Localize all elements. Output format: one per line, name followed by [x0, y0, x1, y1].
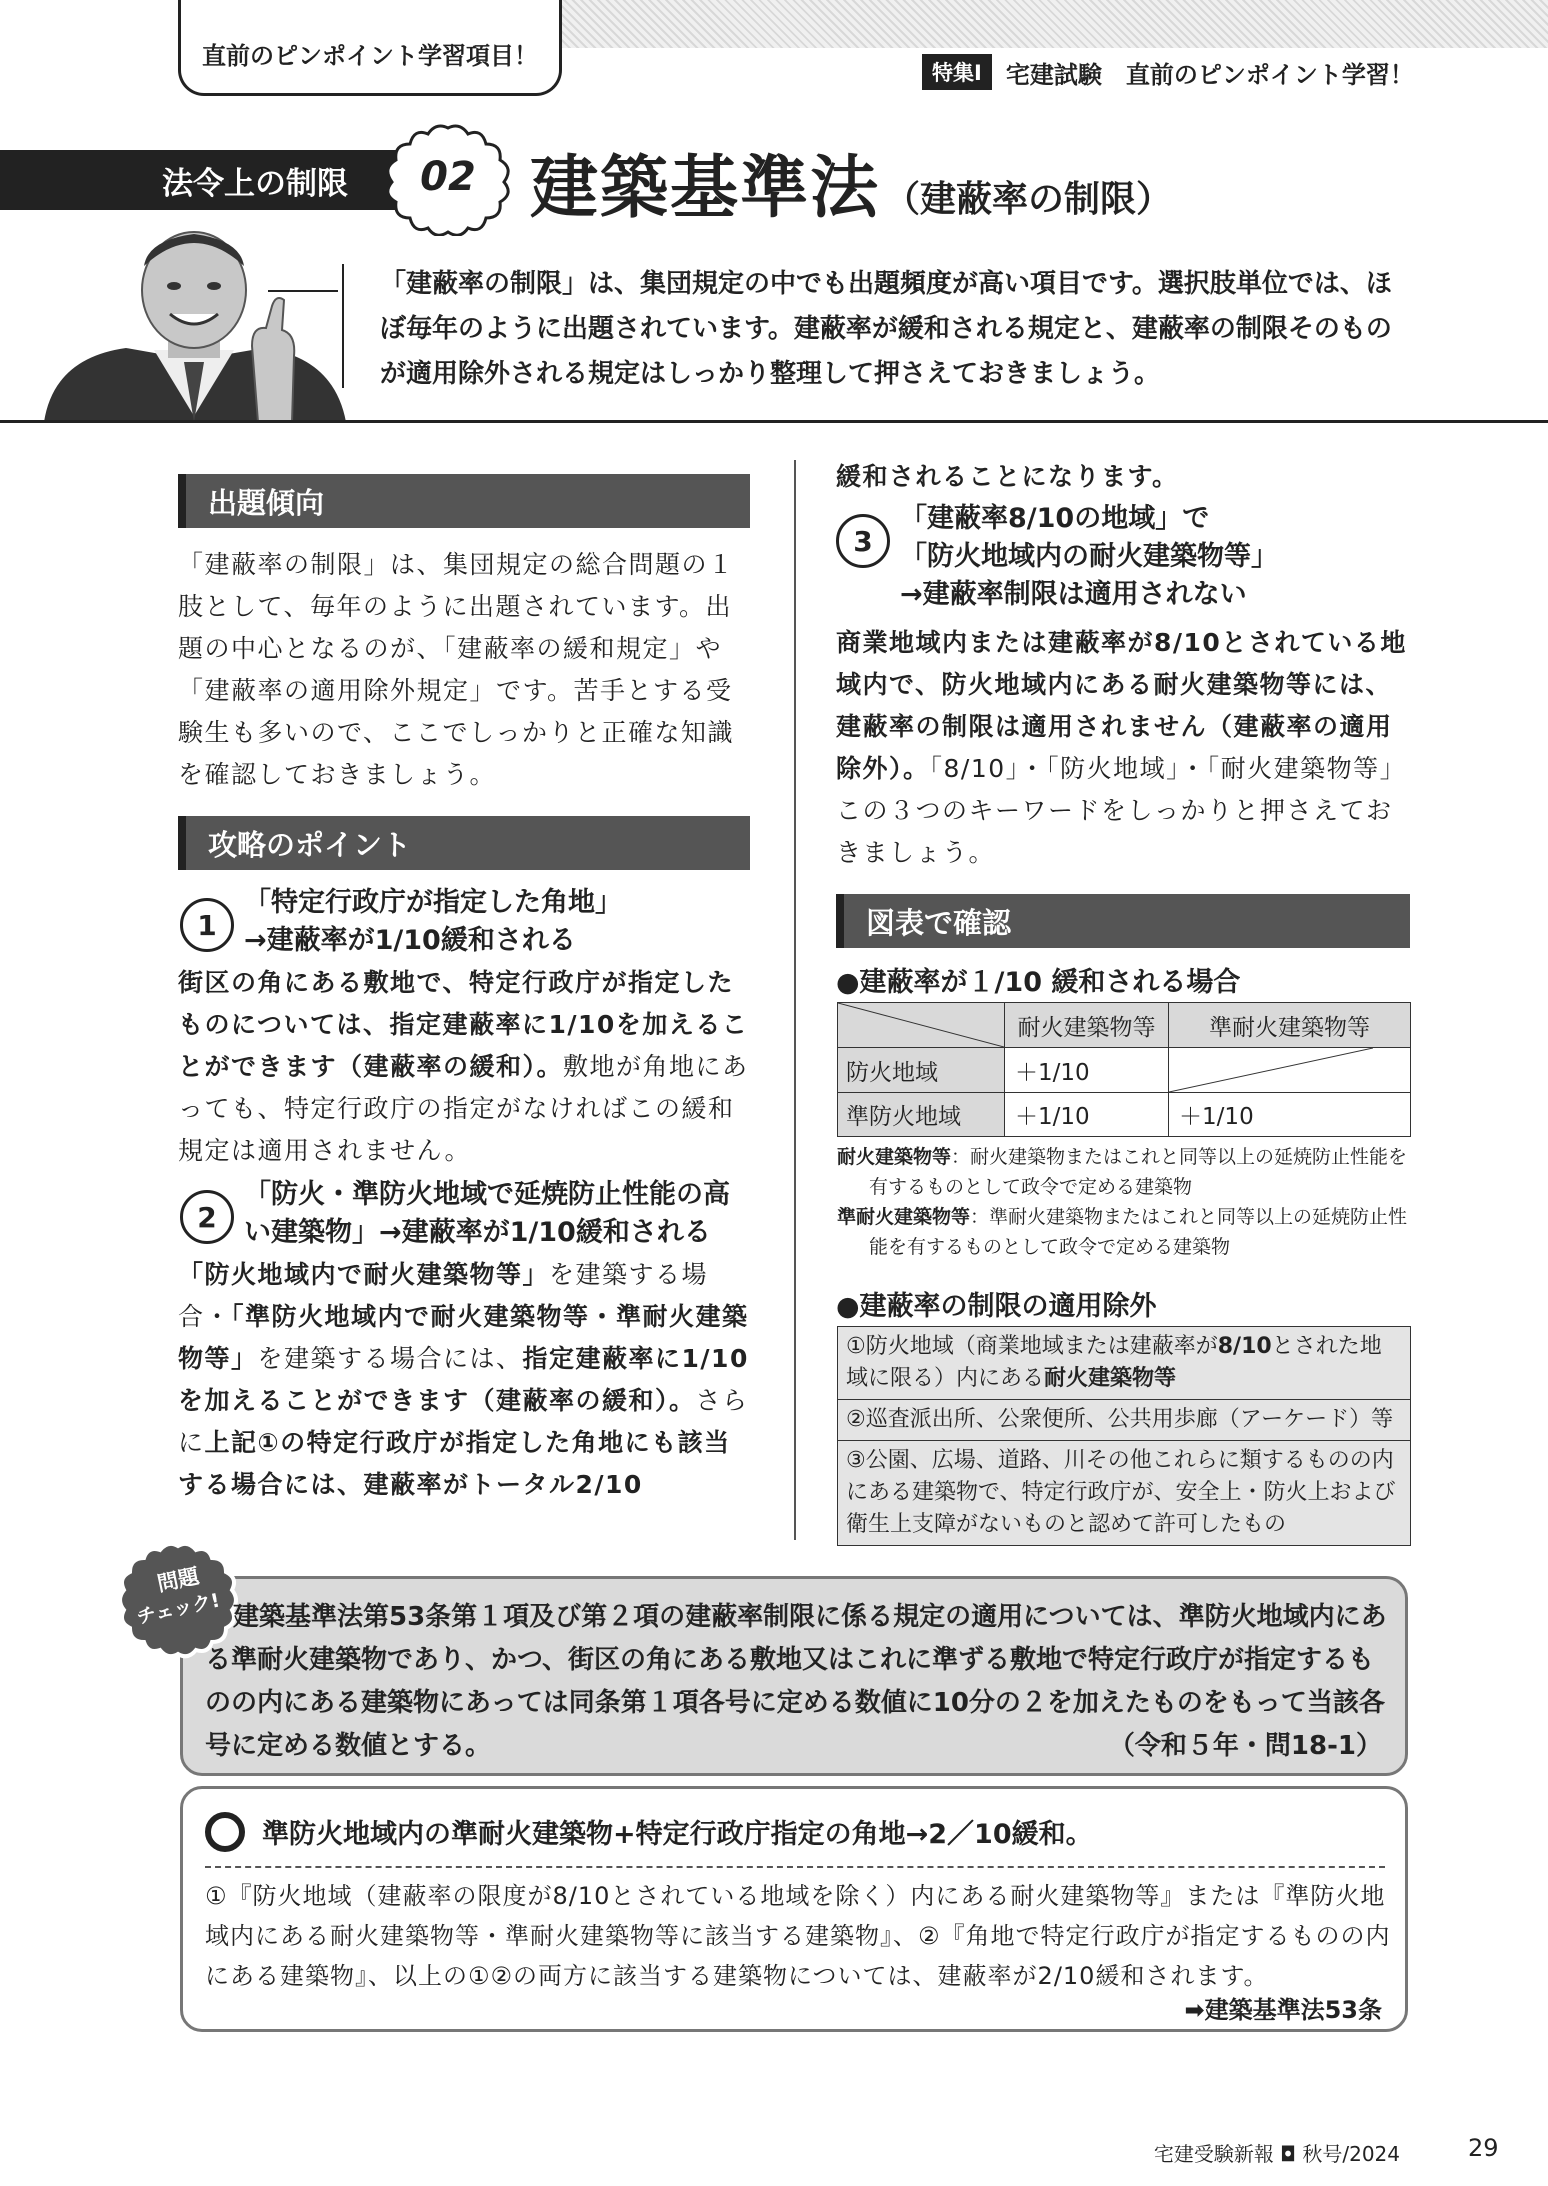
number-badge — [386, 124, 510, 236]
trend-text: 「建蔽率の制限」は、集団規定の総合問題の１肢として、毎年のように出題されています。出題の中心となるのが、「建蔽率の緩和規定」や「建蔽率の適用除外規定」です。苦手とする受験生も多いので、ここでしっかりと正確な知識を確認しておきましょう。 — [178, 550, 735, 789]
point-1-text — [178, 962, 756, 1172]
point-2-title-line1: 「防火・準防火地域で延焼防止性能の高 — [244, 1179, 730, 1210]
header-divider — [0, 420, 1548, 423]
term-note — [837, 1202, 1417, 1262]
section-heading-figures-label: 図表で確認 — [866, 905, 1012, 940]
point-3-text — [836, 622, 1416, 874]
page-number: 29 — [1468, 2134, 1499, 2162]
term-note-desc: ：準耐火建築物またはこれと同等以上の延焼防止性能を有するものとして政令で定める建築物 — [869, 1206, 1408, 1258]
point-2-heading — [180, 1176, 730, 1252]
table-header-row — [838, 1003, 1411, 1048]
page-title-sub: （建蔽率の制限） — [884, 179, 1173, 220]
section-heading-figures — [836, 894, 1410, 948]
point-3-text-normal: 「8/10」・「防火地域」・「耐火建築物等」この３つのキーワードをしっかりと押さえておきましょう。 — [836, 754, 1407, 867]
intro-text: 「建蔽率の制限」は、集団規定の中でも出題頻度が高い項目です。選択肢単位では、ほぼ毎年のように出題されています。建蔽率が緩和される規定と、建蔽率の制限そのものが適用除外される規定はしっかり整理して押さえておきましょう。 — [380, 269, 1392, 389]
section-heading-trend — [178, 474, 750, 528]
answer-reference: ➡建築基準法53条 — [1184, 1996, 1382, 2024]
relaxation-table — [837, 1002, 1411, 1137]
question-text: 建築基準法第53条第１項及び第２項の建蔽率制限に係る規定の適用については、準防火地域内にある準耐火建築物であり、かつ、街区の角にある敷地又はこれに準ずる敷地で特定行政庁が指定するものの内にある建築物にあっては同条第１項各号に定める数値に10分の２を加えたものをもって当該各号に定める数値とする。 — [205, 1602, 1387, 1761]
table-cell: ＋1/10 — [1005, 1093, 1169, 1137]
point-1-number: 1 — [180, 898, 234, 952]
point-2-title — [244, 1176, 730, 1252]
point-1-text-normal: 敷地が角地にあっても、特定行政庁の指定がなければこの緩和規定は適用されません。 — [178, 1052, 749, 1165]
correct-circle-icon — [205, 1812, 245, 1852]
header-pattern — [560, 0, 1548, 48]
table-diagonal — [838, 1003, 1004, 1047]
table-cell: ②巡査派出所、公衆便所、公共用歩廊（アーケード）等 — [838, 1400, 1411, 1441]
answer-divider — [205, 1866, 1385, 1868]
table-corner-cell — [838, 1003, 1005, 1048]
point-2-continuation: 緩和されることになります。 — [836, 462, 1179, 491]
table-row — [838, 1441, 1411, 1546]
feature-title: 宅建試験 直前のピンポイント学習！ — [1005, 60, 1414, 89]
instructor-illustration — [44, 226, 346, 422]
term-note-term: 準耐火建築物等 — [837, 1206, 971, 1228]
exemption-table — [837, 1326, 1411, 1546]
table-row — [838, 1400, 1411, 1441]
table-row-label: 防火地域 — [838, 1048, 1005, 1093]
page-title — [530, 134, 1172, 231]
table-row — [838, 1048, 1411, 1093]
term-note — [837, 1142, 1417, 1202]
term-note-term: 耐火建築物等 — [837, 1146, 952, 1168]
table-cell: ＋1/10 — [1005, 1048, 1169, 1093]
exemption-1-d: 耐火建築物等 — [1044, 1366, 1177, 1391]
table-1-title: ●建蔽率が１/10 緩和される場合 — [836, 967, 1241, 998]
point-1-title-line2: →建蔽率が1/10緩和される — [244, 925, 576, 956]
point-3-number: 3 — [836, 514, 890, 568]
feature-tag — [922, 54, 1414, 90]
exemption-1-c: とされた地域に限る）内にある — [846, 1334, 1382, 1391]
column-divider — [794, 460, 796, 1540]
table-cell-empty — [1169, 1048, 1411, 1093]
section-heading-trend-label: 出題傾向 — [208, 485, 325, 520]
table-col-header: 準耐火建築物等 — [1169, 1003, 1411, 1048]
table-cell: ＋1/10 — [1169, 1093, 1411, 1137]
point-3-title-line2: 「防火地域内の耐火建築物等」 — [900, 541, 1278, 572]
point-1-title-line1: 「特定行政庁が指定した角地」 — [244, 887, 622, 918]
intro-rule — [342, 264, 344, 388]
point-1-heading — [180, 884, 622, 960]
point-2-title-line2: い建築物」→建蔽率が1/10緩和される — [244, 1217, 711, 1248]
point-2-text-s3: 「準防火地域内で耐火建築物等・準耐火建築物等」 — [178, 1302, 749, 1373]
feature-badge: 特集Ⅰ — [922, 54, 992, 90]
point-1-title — [244, 884, 622, 960]
category-label: 法令上の制限 — [162, 165, 348, 202]
answer-heading: 準防火地域内の準耐火建築物+特定行政庁指定の角地→2／10緩和。 — [262, 1819, 1093, 1850]
exemption-1-b: 8/10 — [1217, 1334, 1272, 1359]
term-notes — [837, 1142, 1417, 1262]
section-heading-points — [178, 816, 750, 870]
point-2-text-s7: 上記①の特定行政庁が指定した角地にも該当する場合には、建蔽率がトータル2/10 — [178, 1428, 731, 1499]
point-2-text-s2: を建築する場合・ — [178, 1260, 709, 1331]
table-col-header: 耐火建築物等 — [1005, 1003, 1169, 1048]
number-badge-label: 02 — [420, 154, 476, 200]
question-citation: （令和５年・問18-1） — [1108, 1731, 1382, 1761]
answer-text: ①『防火地域（建蔽率の限度が8/10とされている地域を除く）内にある耐火建築物等』または『準防火地域内にある耐火建築物等・準耐火建築物等に該当する建築物』、②『角地で特定行政庁が指定するものの内にある建築物』、以上の①②の両方に該当する建築物については、建蔽率が2/10緩和されます。 — [205, 1882, 1391, 1990]
point-2-text-s5: 指定建蔽率に1/10を加えることができます（建蔽率の緩和）。 — [178, 1344, 749, 1415]
point-2-text — [178, 1254, 756, 1506]
table-row-label: 準防火地域 — [838, 1093, 1005, 1137]
table-row — [838, 1327, 1411, 1400]
point-3-heading — [836, 500, 1278, 614]
pointer-line — [268, 290, 338, 292]
category-band — [0, 150, 420, 210]
instructor-portrait — [44, 226, 346, 422]
question-badge-line2: チェック! — [134, 1589, 222, 1629]
point-3-title — [900, 500, 1278, 614]
point-2-text-s4: を建築する場合には、 — [257, 1344, 523, 1373]
page-title-main: 建築基準法 — [530, 149, 881, 228]
table-row — [838, 1093, 1411, 1137]
point-1-text-bold: 街区の角にある敷地で、特定行政庁が指定したものについては、指定建蔽率に1/10を加えることができます（建蔽率の緩和）。 — [178, 968, 749, 1081]
table-cell — [838, 1327, 1411, 1400]
footer-magazine: 宅建受験新報 ◘ 秋号/2024 — [1153, 2142, 1400, 2166]
table-cell: ③公園、広場、道路、川その他これらに類するものの内にある建築物で、特定行政庁が、安全上・防火上および衛生上支障がないものと認めて許可したもの — [838, 1441, 1411, 1546]
table-2-title: ●建蔽率の制限の適用除外 — [836, 1291, 1157, 1322]
table-empty-diagonal — [1169, 1048, 1373, 1092]
term-note-desc: ：耐火建築物またはこれと同等以上の延焼防止性能を有するものとして政令で定める建築物 — [869, 1146, 1408, 1198]
point-3-title-line3: →建蔽率制限は適用されない — [900, 579, 1247, 610]
point-3-text-bold: 商業地域内または建蔽率が8/10とされている地域内で、防火地域内にある耐火建築物等には、建蔽率の制限は適用されません（建蔽率の適用除外）。 — [836, 628, 1407, 783]
question-badge-line1: 問題 — [155, 1563, 202, 1597]
point-3-title-line1: 「建蔽率8/10の地域」で — [900, 503, 1210, 534]
section-heading-points-label: 攻略のポイント — [208, 827, 412, 862]
header-tab-label: 直前のピンポイント学習項目！ — [202, 42, 538, 70]
point-2-text-s1: 「防火地域内で耐火建築物等」 — [178, 1260, 550, 1289]
exemption-1-a: ①防火地域（商業地域または建蔽率が — [846, 1334, 1218, 1359]
point-2-number: 2 — [180, 1190, 234, 1244]
point-2-text-s6: さらに — [178, 1386, 749, 1457]
header-tab — [178, 0, 562, 96]
